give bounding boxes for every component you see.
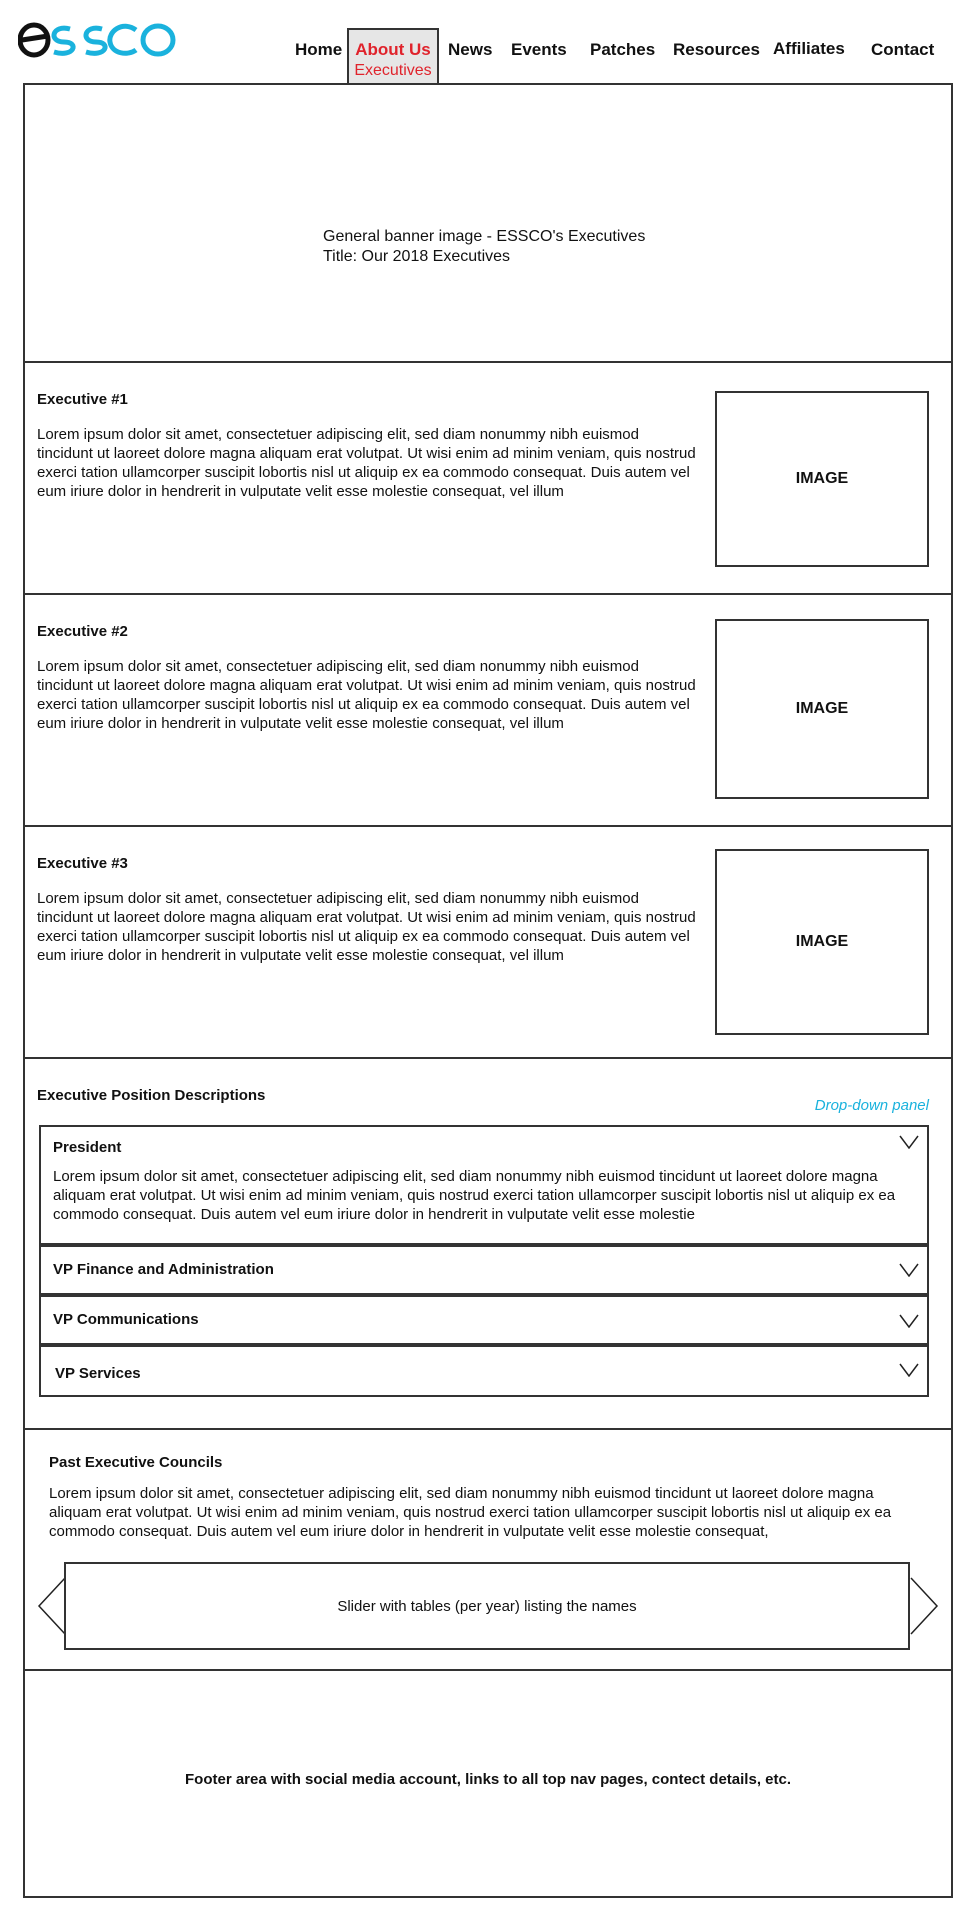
executive-section [23, 827, 953, 1059]
executive-image: IMAGE [715, 849, 929, 1035]
executive-title: Executive #2 [37, 623, 128, 640]
accordion-president[interactable] [39, 1125, 929, 1245]
executive-image: IMAGE [715, 391, 929, 567]
nav-contact[interactable]: Contact [871, 40, 935, 59]
nav-home[interactable]: Home [295, 40, 343, 59]
footer [23, 1671, 953, 1898]
accordion-title: VP Communications [53, 1311, 199, 1328]
past-body: Lorem ipsum dolor sit amet, consectetuer adipiscing elit, sed diam nonummy nibh euismod tincidunt ut laoreet dolore magna aliquam erat volutpat. Ut wisi enim ad minim veniam, quis nostrud exerci tation ullamcorper suscipit lobortis nisl ut aliquip ex ea commodo consequat. Duis autem vel eum iriure dolor in hendrerit in vulputate velit esse molestie consequat, [49, 1485, 892, 1540]
nav-patches[interactable]: Patches [590, 40, 656, 59]
nav-about-sub-executives[interactable]: Executives [354, 62, 432, 79]
banner-line-2: Title: Our 2018 Executives [323, 248, 511, 265]
chevron-down-icon[interactable] [899, 1363, 919, 1377]
positions-heading: Executive Position Descriptions [37, 1087, 266, 1104]
slider-next-arrow-icon[interactable] [909, 1576, 939, 1636]
councils-slider[interactable]: Slider with tables (per year) listing the names [64, 1562, 910, 1650]
chevron-down-icon[interactable] [899, 1314, 919, 1328]
executive-bio: Lorem ipsum dolor sit amet, consectetuer adipiscing elit, sed diam nonummy nibh euismod tincidunt ut laoreet dolore magna aliquam erat volutpat. Ut wisi enim ad minim veniam, quis nostrud exerci tation ullamcorper suscipit lobortis nisl ut aliquip ex ea commodo consequat. Duis autem vel eum iriure dolor in hendrerit in vulputate velit esse molestie consequat, vel illum [37, 890, 696, 964]
accordion-vp-finance[interactable] [39, 1245, 929, 1295]
accordion-title: VP Services [55, 1365, 141, 1382]
accordion-title: VP Finance and Administration [53, 1261, 274, 1278]
top-nav [0, 0, 980, 84]
chevron-down-icon[interactable] [899, 1135, 919, 1149]
nav-about-us[interactable] [347, 28, 439, 84]
nav-resources[interactable]: Resources [673, 40, 760, 59]
nav-affiliates[interactable]: Affiliates [773, 39, 845, 58]
past-heading: Past Executive Councils [49, 1454, 223, 1471]
position-descriptions [23, 1059, 953, 1430]
banner [23, 83, 953, 363]
accordion-vp-services[interactable] [39, 1345, 929, 1397]
dropdown-note: Drop-down panel [814, 1097, 929, 1114]
accordion-body: Lorem ipsum dolor sit amet, consectetuer adipiscing elit, sed diam nonummy nibh euismod tincidunt ut laoreet dolore magna aliquam erat volutpat. Ut wisi enim ad minim veniam, quis nostrud exerci tation ullamcorper suscipit lobortis nisl ut aliquip ex ea commodo consequat. Duis autem vel eum iriure dolor in hendrerit in vulputate velit esse molestie [53, 1168, 896, 1223]
executive-bio: Lorem ipsum dolor sit amet, consectetuer adipiscing elit, sed diam nonummy nibh euismod tincidunt ut laoreet dolore magna aliquam erat volutpat. Ut wisi enim ad minim veniam, quis nostrud exerci tation ullamcorper suscipit lobortis nisl ut aliquip ex ea commodo consequat. Duis autem vel eum iriure dolor in hendrerit in vulputate velit esse molestie consequat, vel illum [37, 658, 696, 732]
executive-section [23, 363, 953, 595]
accordion-vp-communications[interactable] [39, 1295, 929, 1345]
past-councils [23, 1430, 953, 1671]
banner-line-1: General banner image - ESSCO's Executives [323, 228, 646, 245]
banner-caption [323, 227, 645, 267]
chevron-down-icon[interactable] [899, 1263, 919, 1277]
executive-title: Executive #3 [37, 855, 128, 872]
nav-events[interactable]: Events [511, 40, 567, 59]
executive-title: Executive #1 [37, 391, 128, 408]
nav-about-us-label: About Us [355, 40, 431, 59]
executive-image: IMAGE [715, 619, 929, 799]
nav-news[interactable]: News [448, 40, 493, 59]
footer-placeholder-text: Footer area with social media account, links to all top nav pages, contect details, etc. [185, 1771, 791, 1788]
slider-prev-arrow-icon[interactable] [37, 1576, 67, 1636]
executive-bio: Lorem ipsum dolor sit amet, consectetuer adipiscing elit, sed diam nonummy nibh euismod tincidunt ut laoreet dolore magna aliquam erat volutpat. Ut wisi enim ad minim veniam, quis nostrud exerci tation ullamcorper suscipit lobortis nisl ut aliquip ex ea commodo consequat. Duis autem vel eum iriure dolor in hendrerit in vulputate velit esse molestie consequat, vel illum [37, 426, 696, 500]
accordion-title: President [53, 1139, 122, 1156]
executive-section [23, 595, 953, 827]
